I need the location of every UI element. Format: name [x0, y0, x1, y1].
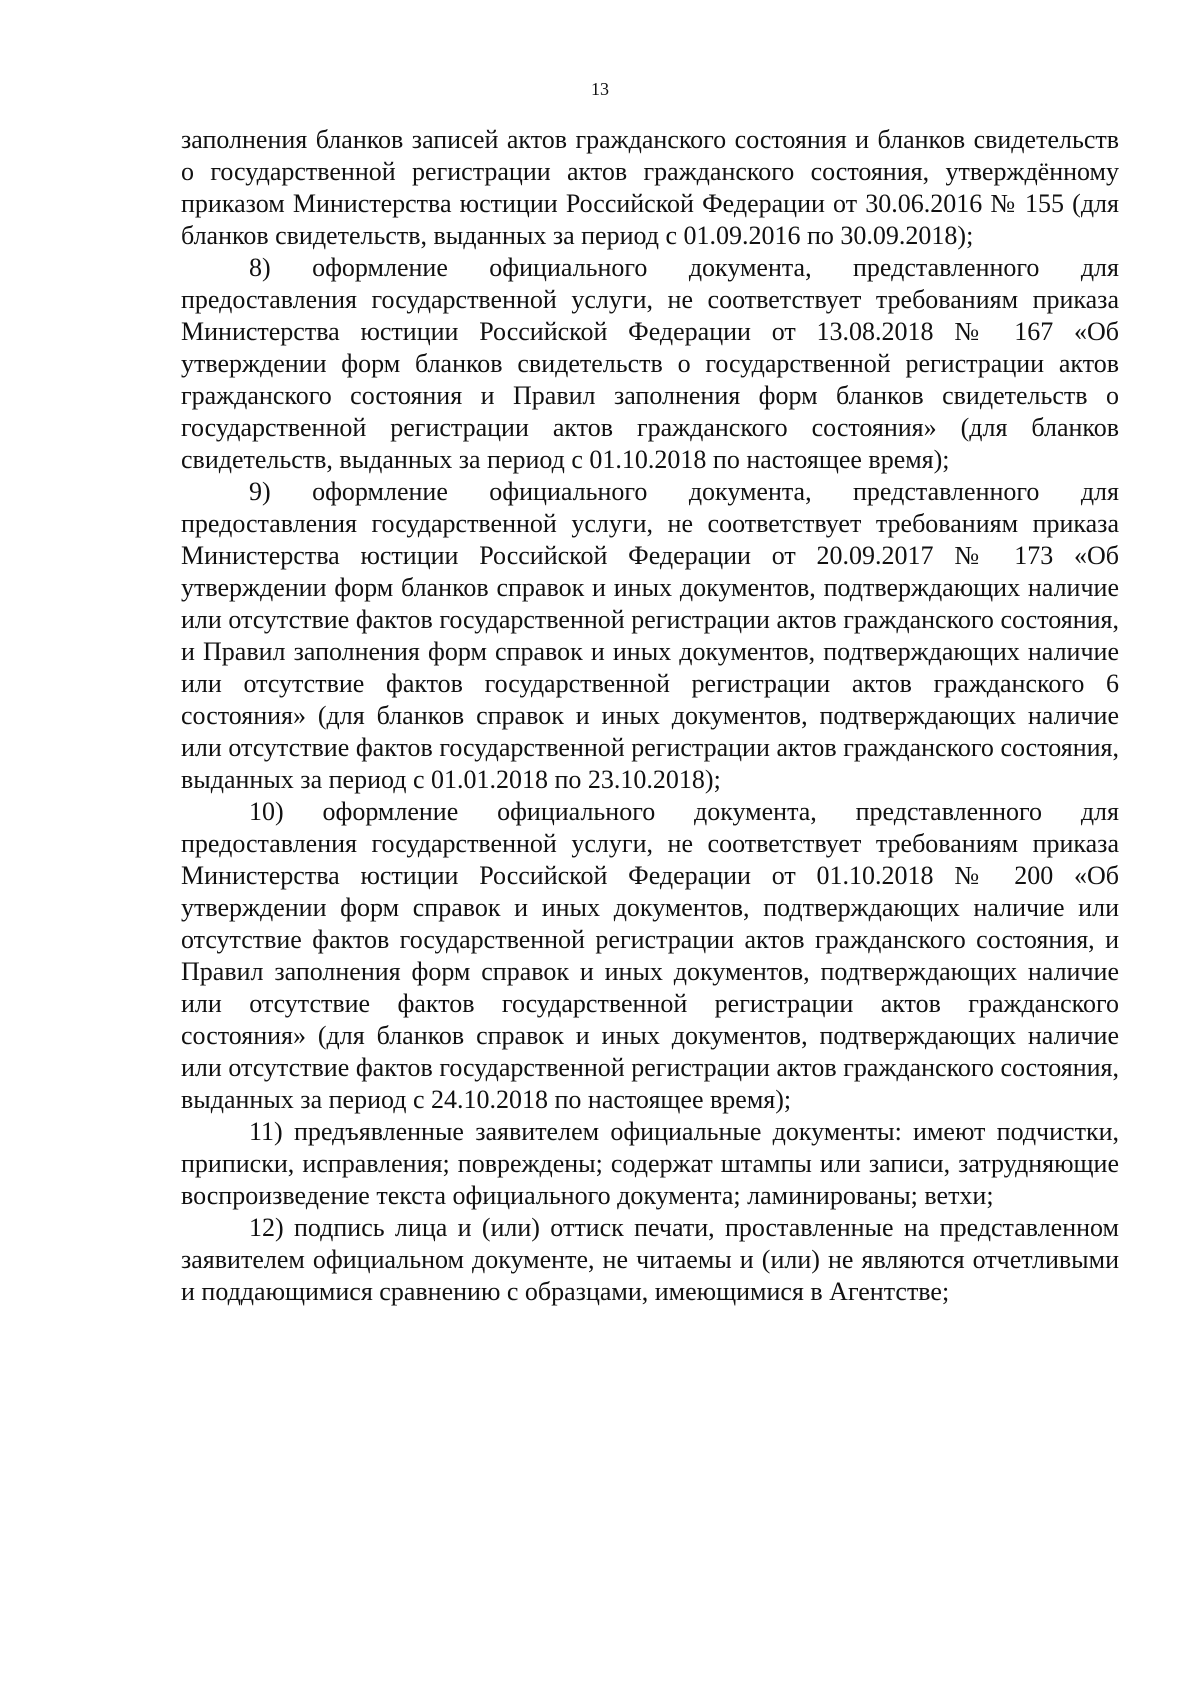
paragraph-item-11: 11) предъявленные заявителем официальные документы: имеют подчистки, приписки, исправления; повреждены; содержат штампы или записи, затрудняющие воспроизведение текста официального документа; ламинированы; ветхи;: [181, 1117, 1119, 1210]
paragraph-item-12: 12) подпись лица и (или) оттиск печати, проставленные на представленном заявителем официальном документе, не читаемы и (или) не являются отчетливыми и поддающимися сравнению с образцами, имеющимися в Агентстве;: [181, 1213, 1119, 1306]
paragraph-item-10: 10) оформление официального документа, представленного для предоставления государственной услуги, не соответствует требованиям приказа Министерства юстиции Российской Федерации от 01.10.2018 № 200 «Об утверждении форм справок и иных документов, подтверждающих наличие или отсутствие фактов государственной регистрации актов гражданского состояния, и Правил заполнения форм справок и иных документов, подтверждающих наличие или отсутствие фактов государственной регистрации актов гражданского состояния» (для бланков справок и иных документов, подтверждающих наличие или отсутствие фактов государственной регистрации актов гражданского состояния, выданных за период с 24.10.2018 по настоящее время);: [181, 797, 1119, 1114]
document-body: [181, 124, 1119, 1308]
paragraph-continuation: заполнения бланков записей актов гражданского состояния и бланков свидетельств о государственной регистрации актов гражданского состояния, утверждённому приказом Министерства юстиции Российской Федерации от 30.06.2016 № 155 (для бланков свидетельств, выданных за период с 01.09.2016 по 30.09.2018);: [181, 125, 1119, 250]
paragraph-item-9: 9) оформление официального документа, представленного для предоставления государственной услуги, не соответствует требованиям приказа Министерства юстиции Российской Федерации от 20.09.2017 № 173 «Об утверждении форм бланков справок и иных документов, подтверждающих наличие или отсутствие фактов государственной регистрации актов гражданского состояния, и Правил заполнения форм справок и иных документов, подтверждающих наличие или отсутствие фактов государственной регистрации актов гражданского 6 состояния» (для бланков справок и иных документов, подтверждающих наличие или отсутствие фактов государственной регистрации актов гражданского состояния, выданных за период с 01.01.2018 по 23.10.2018);: [181, 477, 1119, 794]
page-number: 13: [591, 79, 609, 99]
paragraph-item-8: 8) оформление официального документа, представленного для предоставления государственной услуги, не соответствует требованиям приказа Министерства юстиции Российской Федерации от 13.08.2018 № 167 «Об утверждении форм бланков свидетельств о государственной регистрации актов гражданского состояния и Правил заполнения форм бланков свидетельств о государственной регистрации актов гражданского состояния» (для бланков свидетельств, выданных за период с 01.10.2018 по настоящее время);: [181, 253, 1119, 474]
